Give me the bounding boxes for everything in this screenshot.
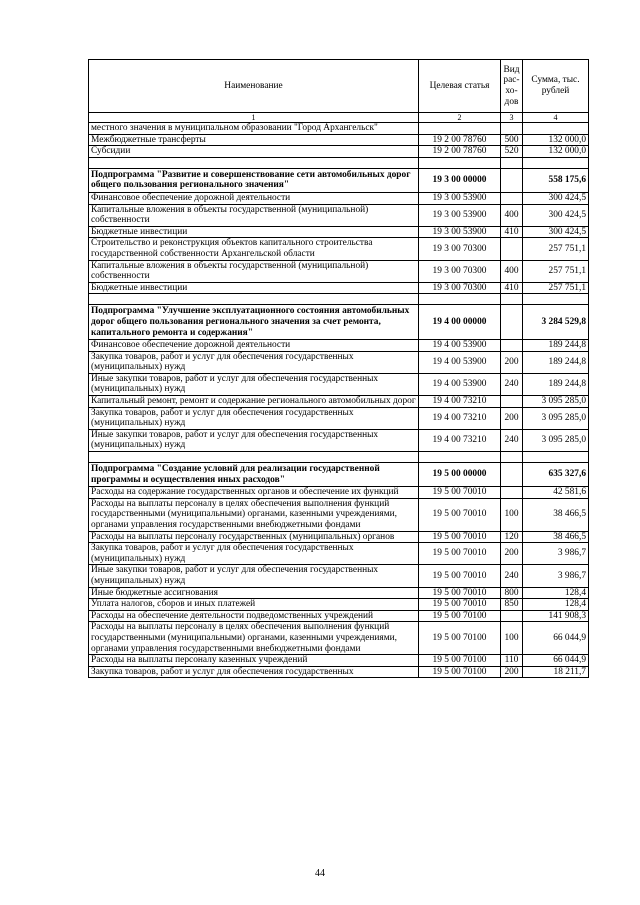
- row-expense-type: 100: [501, 498, 523, 531]
- row-target-code: 19 4 00 53900: [419, 373, 501, 395]
- row-target-code: 19 4 00 53900: [419, 340, 501, 352]
- spacer-row: [89, 294, 589, 305]
- row-name: Бюджетные инвестиции: [89, 226, 419, 238]
- row-amount: [523, 452, 589, 463]
- table-row: [89, 238, 589, 260]
- row-expense-type: [501, 452, 523, 463]
- row-name: Расходы на выплаты персоналу казенных учреждений: [89, 655, 419, 667]
- table-row: [89, 565, 589, 587]
- table-row: [89, 543, 589, 565]
- table-row: [89, 655, 589, 667]
- row-name: Бюджетные инвестиции: [89, 282, 419, 294]
- row-amount: 132 000,0: [523, 146, 589, 158]
- table-row: [89, 204, 589, 226]
- row-target-code: [419, 157, 501, 168]
- row-expense-type: 520: [501, 146, 523, 158]
- row-target-code: 19 5 00 70010: [419, 599, 501, 611]
- row-name: Иные бюджетные ассигнования: [89, 587, 419, 599]
- row-expense-type: 200: [501, 543, 523, 565]
- row-target-code: [419, 294, 501, 305]
- row-target-code: [419, 452, 501, 463]
- row-amount: 3 095 285,0: [523, 396, 589, 408]
- column-number: 2: [419, 113, 501, 123]
- row-amount: 300 424,5: [523, 204, 589, 226]
- row-name: Закупка товаров, работ и услуг для обеспечения государственных: [89, 666, 419, 678]
- row-expense-type: 200: [501, 666, 523, 678]
- row-target-code: 19 5 00 70010: [419, 487, 501, 499]
- row-amount: 189 244,8: [523, 340, 589, 352]
- row-target-code: 19 5 00 70100: [419, 610, 501, 622]
- table-row: [89, 226, 589, 238]
- row-amount: 3 986,7: [523, 565, 589, 587]
- row-amount: 42 581,6: [523, 487, 589, 499]
- row-target-code: 19 4 00 73210: [419, 429, 501, 451]
- row-expense-type: 120: [501, 531, 523, 543]
- column-number: 4: [523, 113, 589, 123]
- row-name: Закупка товаров, работ и услуг для обеспечения государственных (муниципальных) нужд: [89, 543, 419, 565]
- row-expense-type: [501, 463, 523, 487]
- row-name: Финансовое обеспечение дорожной деятельности: [89, 192, 419, 204]
- header-sum: Сумма, тыс. рублей: [523, 60, 589, 113]
- table-row: [89, 351, 589, 373]
- table-row: [89, 587, 589, 599]
- table-row: [89, 666, 589, 678]
- column-number: 1: [89, 113, 419, 123]
- row-target-code: 19 2 00 78760: [419, 134, 501, 146]
- row-amount: 3 284 529,8: [523, 305, 589, 340]
- subprogram-row: [89, 463, 589, 487]
- row-name: Подпрограмма "Улучшение эксплуатационного состояния автомобильных дорог общего пользования регионального значения за счет ремонта, капитального ремонта и содержания": [89, 305, 419, 340]
- table-row: [89, 282, 589, 294]
- row-amount: 257 751,1: [523, 282, 589, 294]
- row-amount: 66 044,9: [523, 622, 589, 655]
- row-expense-type: [501, 157, 523, 168]
- table-row: [89, 192, 589, 204]
- row-name: Иные закупки товаров, работ и услуг для обеспечения государственных (муниципальных) нужд: [89, 429, 419, 451]
- row-expense-type: 500: [501, 134, 523, 146]
- row-target-code: 19 5 00 70100: [419, 666, 501, 678]
- row-target-code: 19 4 00 00000: [419, 305, 501, 340]
- row-target-code: 19 5 00 70010: [419, 587, 501, 599]
- row-name: Расходы на выплаты персоналу государственных (муниципальных) органов: [89, 531, 419, 543]
- row-name: Расходы на выплаты персоналу в целях обеспечения выполнения функций государственными (муниципальными) органами, казенными учреждениями, органами управления государственными внебюджетными фондами: [89, 622, 419, 655]
- row-amount: 558 175,6: [523, 168, 589, 192]
- row-target-code: 19 5 00 70010: [419, 531, 501, 543]
- row-target-code: 19 3 00 70300: [419, 282, 501, 294]
- row-expense-type: 410: [501, 226, 523, 238]
- row-amount: 66 044,9: [523, 655, 589, 667]
- row-name: местного значения в муниципальном образовании "Город Архангельск": [89, 123, 419, 135]
- row-name: Субсидии: [89, 146, 419, 158]
- row-name: Подпрограмма "Создание условий для реализации государственной программы и осуществления иных расходов": [89, 463, 419, 487]
- row-name: Капитальные вложения в объекты государственной (муниципальной) собственности: [89, 204, 419, 226]
- table-row: [89, 498, 589, 531]
- row-expense-type: [501, 610, 523, 622]
- row-name: [89, 294, 419, 305]
- row-expense-type: 200: [501, 407, 523, 429]
- table-row: [89, 134, 589, 146]
- table-row: [89, 599, 589, 611]
- table-row: [89, 123, 589, 135]
- row-target-code: 19 3 00 70300: [419, 238, 501, 260]
- row-name: Межбюджетные трансферты: [89, 134, 419, 146]
- row-amount: 189 244,8: [523, 373, 589, 395]
- row-expense-type: [501, 123, 523, 135]
- header-type: Вид рас-хо-дов: [501, 60, 523, 113]
- row-name: Подпрограмма "Развитие и совершенствование сети автомобильных дорог общего пользования регионального значения": [89, 168, 419, 192]
- row-expense-type: 410: [501, 282, 523, 294]
- row-name: Финансовое обеспечение дорожной деятельности: [89, 340, 419, 352]
- row-name: Уплата налогов, сборов и иных платежей: [89, 599, 419, 611]
- row-name: Капитальный ремонт, ремонт и содержание регионального автомобильных дорог: [89, 396, 419, 408]
- table-row: [89, 340, 589, 352]
- row-expense-type: 400: [501, 204, 523, 226]
- subprogram-row: [89, 168, 589, 192]
- row-expense-type: [501, 396, 523, 408]
- row-expense-type: [501, 294, 523, 305]
- row-target-code: 19 3 00 53900: [419, 204, 501, 226]
- row-name: Закупка товаров, работ и услуг для обеспечения государственных (муниципальных) нужд: [89, 351, 419, 373]
- table-row: [89, 407, 589, 429]
- row-target-code: 19 4 00 73210: [419, 396, 501, 408]
- row-amount: [523, 294, 589, 305]
- row-name: Иные закупки товаров, работ и услуг для обеспечения государственных (муниципальных) нужд: [89, 373, 419, 395]
- row-target-code: 19 3 00 53900: [419, 226, 501, 238]
- table-row: [89, 146, 589, 158]
- row-expense-type: [501, 340, 523, 352]
- row-expense-type: 240: [501, 373, 523, 395]
- row-amount: 300 424,5: [523, 192, 589, 204]
- column-number-row: [89, 113, 589, 123]
- row-expense-type: 850: [501, 599, 523, 611]
- page-number: 44: [315, 868, 325, 879]
- table-row: [89, 260, 589, 282]
- table-row: [89, 396, 589, 408]
- row-amount: 128,4: [523, 587, 589, 599]
- row-target-code: 19 4 00 73210: [419, 407, 501, 429]
- row-target-code: [419, 123, 501, 135]
- row-expense-type: 200: [501, 351, 523, 373]
- spacer-row: [89, 452, 589, 463]
- row-expense-type: 240: [501, 565, 523, 587]
- row-amount: 257 751,1: [523, 260, 589, 282]
- row-expense-type: [501, 305, 523, 340]
- table-row: [89, 622, 589, 655]
- table-row: [89, 429, 589, 451]
- row-expense-type: 110: [501, 655, 523, 667]
- header-code: Целевая статья: [419, 60, 501, 113]
- row-amount: 189 244,8: [523, 351, 589, 373]
- row-amount: 635 327,6: [523, 463, 589, 487]
- row-name: Расходы на содержание государственных органов и обеспечение их функций: [89, 487, 419, 499]
- row-target-code: 19 5 00 70100: [419, 655, 501, 667]
- header-row: [89, 60, 589, 113]
- table-row: [89, 531, 589, 543]
- row-amount: 18 211,7: [523, 666, 589, 678]
- row-name: Иные закупки товаров, работ и услуг для обеспечения государственных (муниципальных) нужд: [89, 565, 419, 587]
- budget-table-body: [89, 60, 589, 678]
- row-amount: 3 095 285,0: [523, 407, 589, 429]
- row-amount: 38 466,5: [523, 531, 589, 543]
- row-name: Закупка товаров, работ и услуг для обеспечения государственных (муниципальных) нужд: [89, 407, 419, 429]
- row-amount: [523, 123, 589, 135]
- row-name: Расходы на обеспечение деятельности подведомственных учреждений: [89, 610, 419, 622]
- row-expense-type: [501, 238, 523, 260]
- row-target-code: 19 2 00 78760: [419, 146, 501, 158]
- row-amount: 38 466,5: [523, 498, 589, 531]
- table-row: [89, 487, 589, 499]
- row-expense-type: [501, 487, 523, 499]
- table-row: [89, 610, 589, 622]
- row-name: Строительство и реконструкция объектов капитального строительства государственной собственности Архангельской области: [89, 238, 419, 260]
- row-target-code: 19 5 00 70010: [419, 565, 501, 587]
- row-expense-type: 240: [501, 429, 523, 451]
- row-name: Капитальные вложения в объекты государственной (муниципальной) собственности: [89, 260, 419, 282]
- row-amount: 300 424,5: [523, 226, 589, 238]
- row-target-code: 19 3 00 53900: [419, 192, 501, 204]
- column-number: 3: [501, 113, 523, 123]
- row-expense-type: [501, 168, 523, 192]
- row-target-code: 19 5 00 70100: [419, 622, 501, 655]
- row-name: Расходы на выплаты персоналу в целях обеспечения выполнения функций государственными (муниципальными) органами, казенными учреждениями, органами управления государственными внебюджетными фондами: [89, 498, 419, 531]
- row-expense-type: [501, 192, 523, 204]
- row-expense-type: 800: [501, 587, 523, 599]
- row-amount: 141 908,3: [523, 610, 589, 622]
- row-amount: 132 000,0: [523, 134, 589, 146]
- row-target-code: 19 5 00 70010: [419, 498, 501, 531]
- row-name: [89, 452, 419, 463]
- table-row: [89, 373, 589, 395]
- row-amount: 3 986,7: [523, 543, 589, 565]
- row-expense-type: 400: [501, 260, 523, 282]
- header-name: Наименование: [89, 60, 419, 113]
- spacer-row: [89, 157, 589, 168]
- row-target-code: 19 4 00 53900: [419, 351, 501, 373]
- row-amount: 3 095 285,0: [523, 429, 589, 451]
- row-amount: 257 751,1: [523, 238, 589, 260]
- row-amount: [523, 157, 589, 168]
- row-expense-type: 100: [501, 622, 523, 655]
- row-name: [89, 157, 419, 168]
- row-target-code: 19 5 00 70010: [419, 543, 501, 565]
- row-amount: 128,4: [523, 599, 589, 611]
- row-target-code: 19 3 00 00000: [419, 168, 501, 192]
- budget-table: [88, 59, 589, 678]
- row-target-code: 19 3 00 70300: [419, 260, 501, 282]
- row-target-code: 19 5 00 00000: [419, 463, 501, 487]
- subprogram-row: [89, 305, 589, 340]
